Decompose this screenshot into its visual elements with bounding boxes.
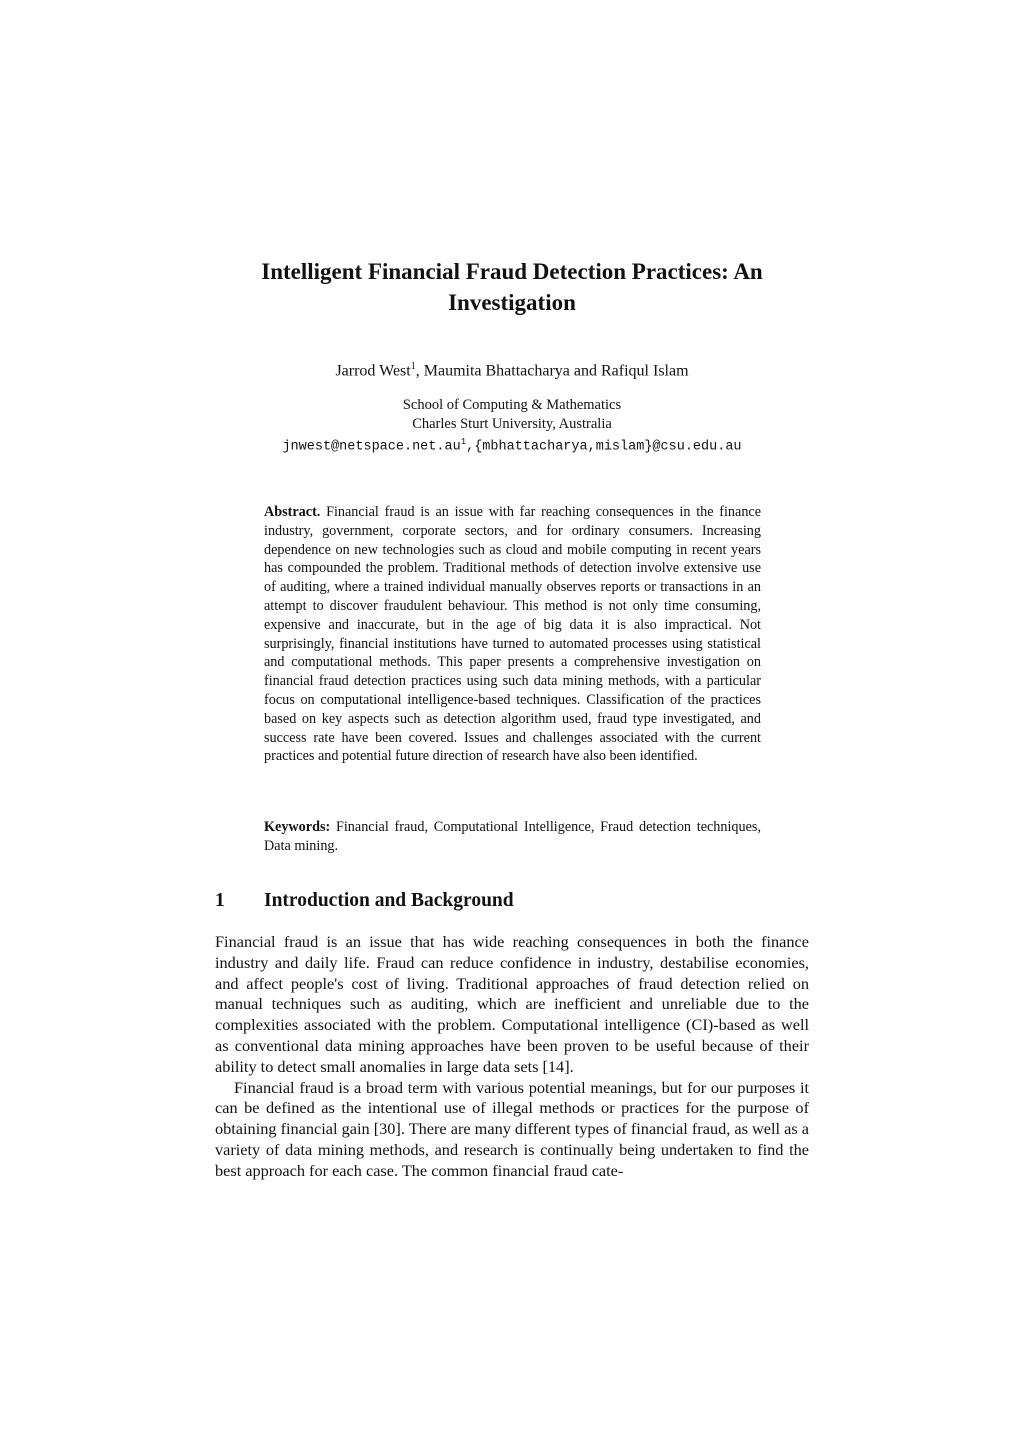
first-email: jnwest@netspace.net.au: [282, 439, 461, 455]
affiliation-school: School of Computing & Mathematics: [402, 397, 622, 413]
author-emails: [200, 433, 824, 457]
first-email-superscript: 1: [460, 437, 467, 447]
other-authors: , Maumita Bhattacharya and Rafiqul Islam: [415, 362, 689, 380]
section-heading: [215, 887, 815, 915]
abstract-text: Financial fraud is an issue with far reaching consequences in the finance industry, government, corporate sectors, and for ordinary consumers. Increasing dependence on new technologies such as cloud and mobile computing in recent years has compounded the problem. Traditional methods of detection involve extensive use of auditing, where a trained individual manually observes reports or transactions in an attempt to discover fraudulent behaviour. This method is not only time consuming, expensive and inaccurate, but in the age of big data it is also impractical. Not surprisingly, financial institutions have turned to automated processes using statistical and computational methods. This paper presents a comprehensive investigation on financial fraud detection practices using such data mining methods, with a particular focus on computational intelligence-based techniques. Classification of the practices based on key aspects such as detection algorithm used, fraud type investigated, and success rate have been covered. Issues and challenges associated with the current practices and potential future direction of research have also been identified.: [264, 504, 762, 765]
first-author: Jarrod West: [335, 362, 411, 380]
title-line-1: Intelligent Financial Fraud Detection Practices: An: [261, 259, 763, 284]
abstract-label: Abstract.: [264, 504, 321, 520]
keywords: [264, 818, 761, 856]
abstract: [264, 503, 761, 766]
affiliation: [200, 396, 824, 434]
section-number: 1: [215, 890, 225, 911]
body-paragraph: Financial fraud is a broad term with various potential meanings, but for our purposes it can be defined as the intentional use of illegal methods or practices for the purpose of obtaining financial gain [30]. There are many different types of financial fraud, as well as a variety of data mining methods, and research is continually being undertaken to find the best approach for each case. The common financial fraud cate-: [215, 1077, 809, 1180]
section-title: Introduction and Background: [264, 890, 514, 911]
keywords-text: Financial fraud, Computational Intelligence, Fraud detection techniques, Data mining.: [264, 819, 761, 854]
paper-title: [200, 256, 824, 318]
first-author-superscript: 1: [410, 361, 416, 372]
body-paragraph: Financial fraud is an issue that has wide reaching consequences in both the finance industry and daily life. Fraud can reduce confidence in industry, destabilise economies, and affect people's cost of living. Traditional approaches of fraud detection relied on manual techniques such as auditing, which are inefficient and unreliable due to the complexities associated with the problem. Computational intelligence (CI)-based as well as conventional data mining approaches have been proven to be useful because of their ability to detect small anomalies in large data sets [14].: [215, 932, 809, 1076]
other-emails: ,{mbhattacharya,mislam}@csu.edu.au: [466, 439, 742, 455]
keywords-label: Keywords:: [264, 819, 331, 835]
title-line-2: Investigation: [448, 290, 576, 315]
author-list: [200, 356, 824, 382]
affiliation-university: Charles Sturt University, Australia: [412, 416, 612, 432]
section-body: [215, 932, 809, 1182]
